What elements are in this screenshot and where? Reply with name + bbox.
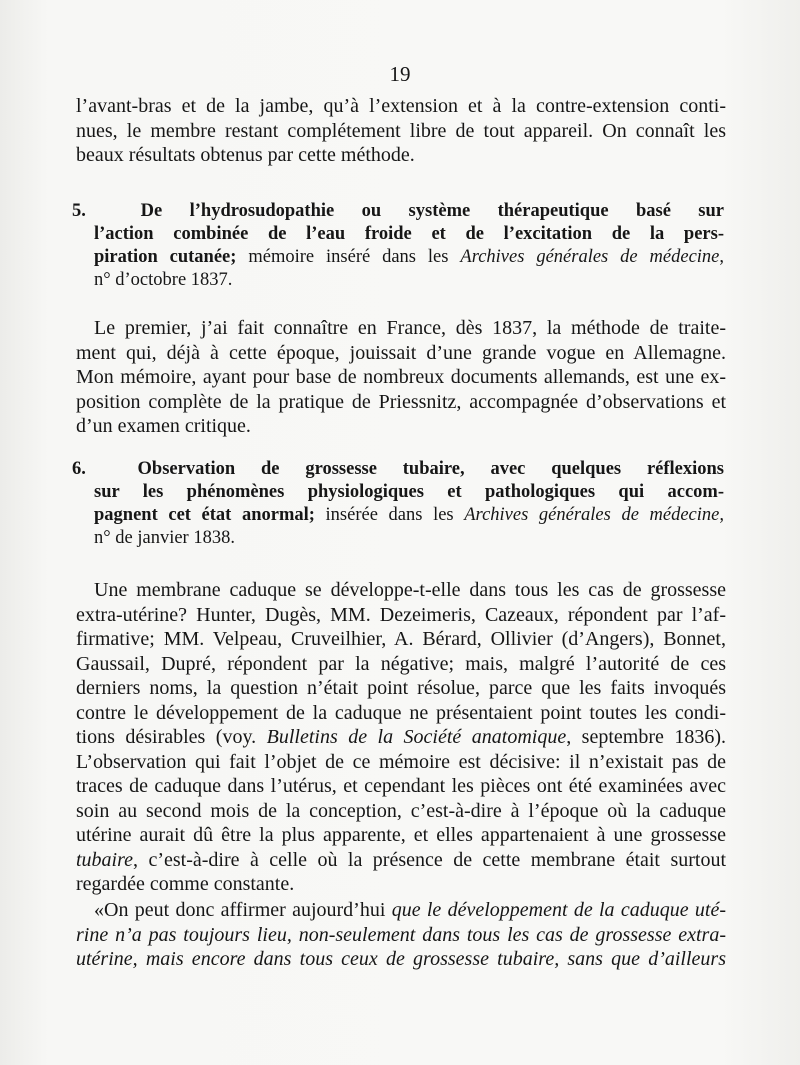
text-line: utérine aurait dû être la plus apparente, et elles appartenaient à une grossesse: [76, 824, 726, 846]
text-line: contre le développement de la caduque ne présentaient point toutes les condi-: [76, 701, 726, 724]
page-number: 19: [389, 62, 411, 86]
paragraph-top: [76, 94, 726, 168]
bulletin-title: Bulletins de la Société anatomique: [266, 726, 567, 748]
text-line: Mon mémoire, ayant pour base de nombreux documents allemands, est une ex-: [76, 366, 726, 388]
text-line: Une membrane caduque se développe-t-elle dans tous les cas de grossesse: [94, 579, 726, 601]
text-line: extra-utérine? Hunter, Dugès, MM. Dezeimeris, Cazeaux, répondent par l’af-: [76, 603, 726, 626]
entry-citation-line: pagnent cet état anormal; insérée dans les Archives générales de médecine,: [94, 505, 724, 525]
text-line: tubaire, c’est-à-dire à celle où la présence de cette membrane était surtout: [76, 848, 726, 871]
text-line: «On peut donc affirmer aujourd’hui que le développement de la caduque uté-: [94, 899, 726, 921]
text-line: regardée comme constante.: [76, 873, 295, 895]
text-line: nues, le membre restant complétement libre de tout appareil. On connaît les: [76, 119, 726, 142]
text-line: l’avant-bras et de la jambe, qu’à l’extension et à la contre-extension conti-: [76, 95, 726, 117]
text-line: tions désirables (voy. Bulletins de la Société anatomique, septembre 1836).: [76, 726, 726, 748]
text-line: derniers noms, la question n’était point résolue, parce que les faits invoqués: [76, 677, 726, 699]
entry-title-line: [72, 200, 724, 223]
entry-citation-line: piration cutanée; mémoire inséré dans les Archives générales de médecine,: [94, 247, 725, 267]
journal-title: Archives générales de médecine,: [464, 505, 724, 525]
text-line: utérine, mais encore dans tous ceux de grossesse tubaire, sans que d’ailleurs: [76, 948, 726, 970]
entry-date: n° d’octobre 1837.: [94, 270, 233, 290]
paragraph-bottom: [76, 578, 726, 897]
entry-number: 5.: [72, 201, 86, 221]
text-line: d’un examen critique.: [76, 415, 251, 437]
entry-number: 6.: [72, 459, 86, 479]
entry-title: De l’hydrosudopathie ou système thérapeutique basé sur: [140, 201, 724, 221]
bibliography-entry-5: [72, 200, 724, 292]
entry-title-line: [72, 458, 724, 481]
text-line: ment qui, déjà à cette époque, jouissait d’une grande vogue en Allemagne.: [76, 341, 726, 364]
bibliography-entry-6: [72, 458, 724, 550]
paragraph-middle: [76, 316, 726, 439]
text-line: soin au second mois de la conception, c’est-à-dire à l’époque où la caduque: [76, 799, 726, 822]
text-line: L’observation qui fait l’objet de ce mémoire est décisive: il n’existait pas de: [76, 750, 726, 773]
text-line: position complète de la pratique de Priessnitz, accompagnée d’observations et: [76, 390, 726, 413]
text-line: beaux résultats obtenus par cette méthode.: [76, 144, 415, 166]
entry-title-line: sur les phénomènes physiologiques et pathologiques qui accom-: [94, 482, 724, 502]
text-line: firmative; MM. Velpeau, Cruveilhier, A. Bérard, Ollivier (d’Angers), Bonnet,: [76, 628, 726, 650]
entry-title-line: l’action combinée de l’eau froide et de l’excitation de la pers-: [94, 224, 724, 244]
text-line: traces de caduque dans l’utérus, et cependant les pièces ont été examinées avec: [76, 775, 726, 797]
text-line: rine n’a pas toujours lieu, non-seulement dans tous les cas de grossesse extra-: [76, 923, 726, 946]
text-line: Le premier, j’ai fait connaître en France, dès 1837, la méthode de traite-: [94, 317, 726, 339]
entry-date: n° de janvier 1838.: [94, 528, 235, 548]
quote-paragraph: [76, 898, 726, 972]
text-line: Gaussail, Dupré, répondent par la négative; mais, malgré l’autorité de ces: [76, 652, 726, 675]
journal-title: Archives générales de médecine: [460, 247, 720, 267]
entry-title: Observation de grossesse tubaire, avec quelques réflexions: [137, 459, 725, 479]
